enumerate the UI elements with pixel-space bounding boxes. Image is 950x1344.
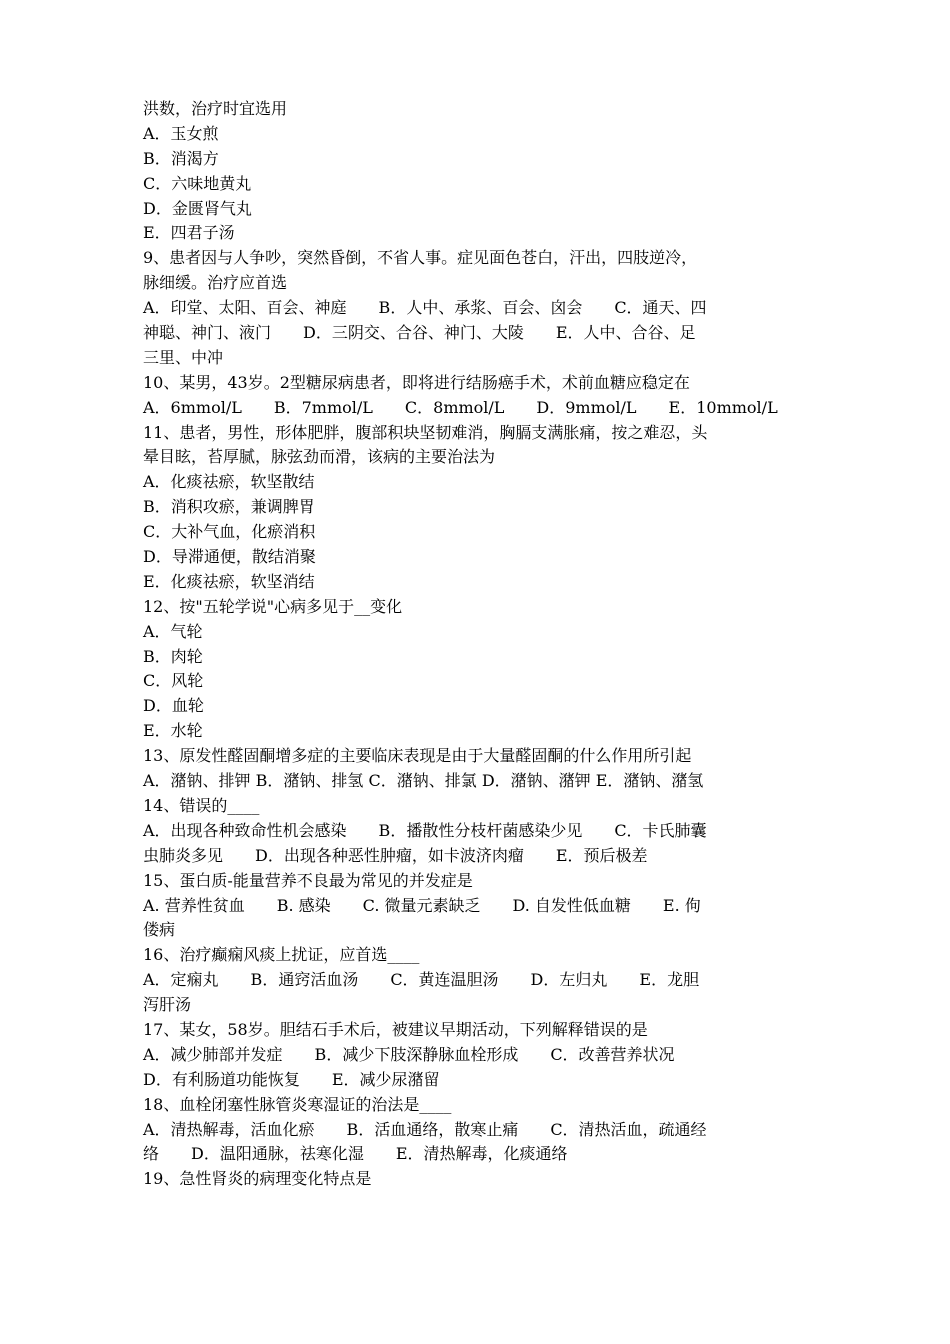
text-line: 12、按"五轮学说"心病多见于__变化: [143, 596, 403, 616]
text-line: E．水轮: [143, 721, 203, 741]
text-line: A．清热解毒，活血化瘀 B．活血通络，散寒止痛 C．清热活血，疏通经: [143, 1119, 707, 1139]
text-line: D．有利肠道功能恢复 E．减少尿潴留: [143, 1069, 440, 1089]
text-line: 洪数，治疗时宜选用: [143, 99, 288, 118]
text-line: C．大补气血，化瘀消积: [143, 522, 316, 542]
document-body: [143, 97, 813, 1192]
text-line: 泻肝汤: [143, 995, 192, 1015]
text-line: 神聪、神门、液门 D．三阴交、合谷、神门、大陵 E．人中、合谷、足: [143, 323, 696, 343]
text-line: 11、患者，男性，形体肥胖，腹部积块坚韧难消，胸膈支满胀痛，按之难忍，头: [143, 422, 708, 442]
text-line: A. 营养性贫血 B. 感染 C. 微量元素缺乏 D. 自发性低血糖 E. 佝: [143, 895, 701, 915]
text-line: E．化痰祛瘀，软坚消结: [143, 571, 315, 591]
text-line: D．血轮: [143, 696, 204, 716]
text-line: 虫肺炎多见 D．出现各种恶性肿瘤，如卡波济肉瘤 E．预后极差: [143, 845, 648, 865]
text-line: A．化痰祛瘀，软坚散结: [143, 472, 315, 492]
text-line: A．潴钠、排钾 B．潴钠、排氢 C．潴钠、排氯 D．潴钠、潴钾 E．潴钠、潴氢: [143, 771, 704, 791]
text-line: D．金匮肾气丸: [143, 198, 252, 218]
text-line: D．导滞通便，散结消聚: [143, 547, 316, 567]
text-line: E．四君子汤: [143, 223, 235, 243]
text-line: 19、急性肾炎的病理变化特点是: [143, 1169, 372, 1189]
text-line: B．消渴方: [143, 148, 219, 168]
text-line: A．6mmol/L B．7mmol/L C．8mmol/L D．9mmol/L E．10mmol/L: [143, 397, 778, 417]
text-line: A．气轮: [143, 621, 203, 641]
text-line: B．肉轮: [143, 646, 203, 666]
text-line: C．六味地黄丸: [143, 173, 252, 193]
text-line: A．定痫丸 B．通窍活血汤 C．黄连温胆汤 D．左归丸 E．龙胆: [143, 970, 700, 990]
text-line: 18、血栓闭塞性脉管炎寒湿证的治法是____: [143, 1094, 452, 1114]
text-line: A．减少肺部并发症 B．减少下肢深静脉血栓形成 C．改善营养状况: [143, 1044, 675, 1064]
text-line: A．出现各种致命性机会感染 B．播散性分枝杆菌感染少见 C．卡氏肺囊: [143, 820, 707, 840]
text-line: 16、治疗癫痫风痰上扰证，应首选____: [143, 945, 420, 965]
text-line: 9、患者因与人争吵，突然昏倒，不省人事。症见面色苍白，汗出，四肢逆冷，: [143, 248, 698, 268]
text-line: 三里、中冲: [143, 347, 224, 367]
text-line: 10、某男，43岁。2型糖尿病患者，即将进行结肠癌手术，术前血糖应稳定在: [143, 372, 690, 392]
text-line: A．玉女煎: [143, 123, 219, 143]
text-line: 偻病: [143, 920, 176, 940]
text-line: 14、错误的____: [143, 795, 260, 815]
text-line: 17、某女，58岁。胆结石手术后，被建议早期活动，下列解释错误的是: [143, 1019, 648, 1039]
text-line: 15、蛋白质-能量营养不良最为常见的并发症是: [143, 870, 473, 890]
text-line: 13、原发性醛固酮增多症的主要临床表现是由于大量醛固酮的什么作用所引起: [143, 746, 692, 766]
text-line: C．风轮: [143, 671, 204, 691]
text-line: 络 D．温阳通脉，祛寒化湿 E．清热解毒，化痰通络: [143, 1144, 568, 1164]
text-line: 晕目眩，苔厚腻，脉弦劲而滑，该病的主要治法为: [143, 447, 496, 467]
text-line: A．印堂、太阳、百会、神庭 B．人中、承浆、百会、囟会 C．通天、四: [143, 298, 707, 318]
text-line: 脉细缓。治疗应首选: [143, 273, 288, 293]
text-line: B．消积攻瘀，兼调脾胃: [143, 497, 315, 517]
